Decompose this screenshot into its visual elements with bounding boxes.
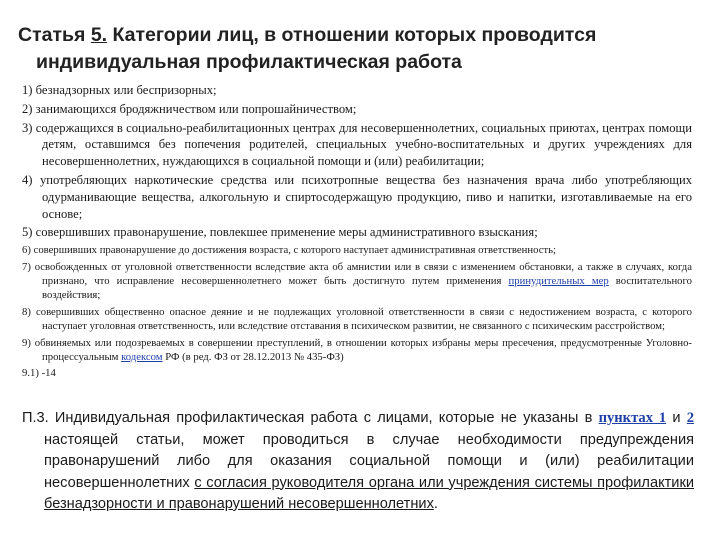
list-item [22,243,692,257]
article-title [18,22,708,76]
item-7-text [22,260,692,303]
paragraph-3 [22,408,694,516]
list-item [22,336,692,365]
item-7-part-b: воспитательного воздействия; [42,274,692,302]
paragraph-3-text-b: и [666,410,687,426]
paragraph-3-consent-text: с согласия руководителя органа или учреждения системы профилактики безнадзорности и правонарушений несовершеннолетних [44,474,694,512]
list-item [22,366,692,380]
paragraph-3-text-a: Индивидуальная профилактическая работа с лицами, которые не указаны в [48,410,599,426]
item-1-text: 1) безнадзорных или беспризорных; [22,83,217,97]
list-item [22,101,692,118]
item-2-text: 2) занимающихся бродяжничеством или попрошайничеством; [22,101,357,116]
item-9-1-text: 9.1) -14 [22,367,56,380]
list-item [22,82,692,99]
item-6-text: 6) совершивших правонарушение до достижения возраста, с которого наступает административная ответственность; [22,244,556,257]
list-item [22,172,692,222]
list-item [22,120,692,170]
coercive-measures-link[interactable]: принудительных мер [508,274,609,287]
procedure-code-link[interactable]: кодексом [121,351,163,364]
item-3-text: 3) содержащихся в социально-реабилитационных центрах для несовершеннолетних, социальных приютах, центрах помощи детям, оставшимся без попечения родителей, специальных учебно-воспитательных и других учреждениях для несовершеннолетних, нуждающихся в социальной помощи и (или) реабилитации; [22,120,692,169]
list-item [22,260,692,303]
items-1-link[interactable]: пунктах 1 [598,410,667,426]
paragraph-3-end: . [433,496,438,512]
paragraph-3-body [22,408,694,516]
item-5-text: 5) совершивших правонарушение, повлекшее применение меры административного взыскания; [22,225,538,240]
title-number: 5. [90,24,108,46]
list-item [22,224,692,241]
item-2-link[interactable]: 2 [686,410,694,426]
title-line2: индивидуальная профилактическая работа [36,51,462,73]
item-9-part-b: РФ (в ред. ФЗ от 28.12.2013 № 435-ФЗ) [162,351,344,364]
title-prefix: Статья [18,24,91,46]
item-4-text: 4) употребляющих наркотические средства или психотропные вещества без назначения врача либо употребляющих одурманивающие вещества, алкогольную и спиртосодержащую продукцию, пиво и напитки, изготавливаемые на его основе; [22,172,692,221]
title-line1-rest: Категории лиц, в отношении которых проводится [107,24,597,46]
paragraph-3-label: П.3. [22,410,49,426]
list-item [22,305,692,334]
item-8-text: 8) совершивших общественно опасное деяние и не подлежащих уголовной ответственности в связи с недостижением возраста, с которого наступает уголовная ответственность, или вследствие отставания в психическом развитии, не связанного с психическим расстройством; [22,305,692,333]
item-7-part-a: 7) освобожденных от уголовной ответственности вследствие акта об амнистии или в связи с изменением обстановки, а также в случаях, когда признано, что исправление несовершеннолетнего может быть достигнуто путем применения [22,260,692,287]
paragraph-3-text-c: настоящей статьи, может проводиться в случае необходимости предупреждения правонарушений либо для оказания социальной помощи и (или) реабилитации несовершеннолетних [44,431,694,491]
item-9-part-a: 9) обвиняемых или подозреваемых в совершении преступлений, в отношении которых избраны меры пресечения, предусмотренные Уголовно-процессуальным [22,336,692,364]
item-9-text [22,336,692,365]
categories-list [22,82,692,383]
